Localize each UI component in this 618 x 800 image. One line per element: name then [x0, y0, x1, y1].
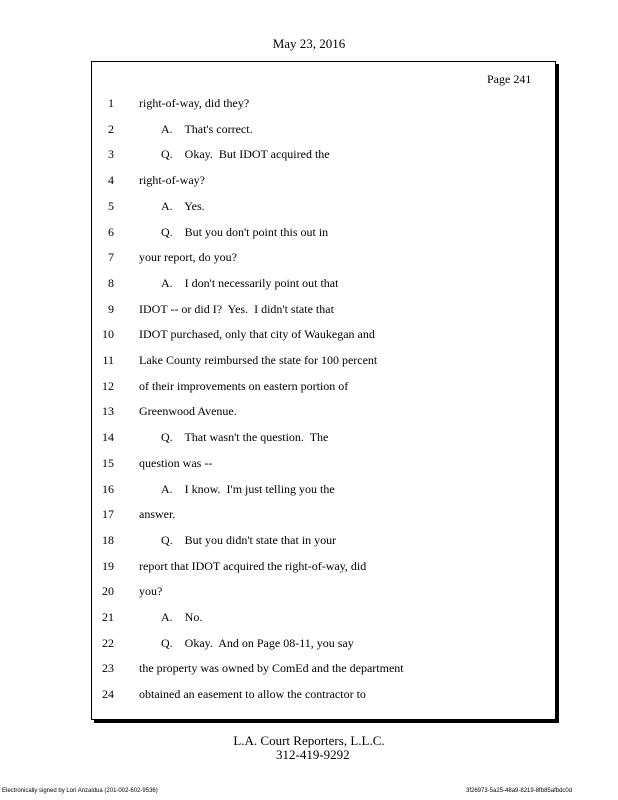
- line-text: obtained an easement to allow the contractor to: [139, 687, 366, 701]
- line-text: Q. Okay. And on Page 08-11, you say: [161, 636, 354, 650]
- line-text: question was --: [139, 456, 213, 470]
- line-number: 20: [102, 584, 114, 598]
- line-text: right-of-way?: [139, 173, 205, 187]
- line-text: Lake County reimbursed the state for 100 percent: [139, 353, 378, 367]
- line-text: A. No.: [161, 610, 203, 624]
- line-number: 15: [102, 456, 114, 470]
- line-text: of their improvements on eastern portion of: [139, 379, 349, 393]
- line-number: 12: [102, 379, 114, 393]
- line-number: 9: [108, 302, 114, 316]
- line-number: 4: [108, 173, 114, 187]
- line-number: 18: [102, 533, 114, 547]
- line-number: 24: [102, 687, 114, 701]
- line-text: IDOT -- or did I? Yes. I didn't state that: [139, 302, 334, 316]
- line-number: 6: [108, 225, 114, 239]
- line-text: A. I don't necessarily point out that: [161, 276, 339, 290]
- line-text: Greenwood Avenue.: [139, 404, 237, 418]
- signature-right: 3f26973-5a25-48a9-8219-8fb85afbdc0d: [466, 788, 573, 794]
- line-text: you?: [139, 584, 163, 598]
- line-number: 3: [108, 147, 114, 161]
- line-text: Q. But you didn't state that in your: [161, 533, 337, 547]
- line-text: Q. That wasn't the question. The: [161, 430, 329, 444]
- line-text: answer.: [139, 507, 176, 521]
- line-number: 11: [102, 353, 114, 367]
- line-number: 22: [102, 636, 114, 650]
- line-text: right-of-way, did they?: [139, 96, 250, 110]
- line-text: Q. But you don't point this out in: [161, 225, 329, 239]
- line-number: 14: [102, 430, 114, 444]
- line-number: 2: [108, 122, 114, 136]
- signature-left: Electronically signed by Lori Anzaldua (201-002-602-9536): [2, 788, 158, 794]
- line-text: A. I know. I'm just telling you the: [161, 482, 335, 496]
- line-text: report that IDOT acquired the right-of-way, did: [139, 559, 367, 573]
- page-date: May 23, 2016: [272, 36, 346, 51]
- line-number: 1: [108, 96, 114, 110]
- line-number: 19: [102, 559, 114, 573]
- line-number: 8: [108, 276, 114, 290]
- line-text: A. That's correct.: [161, 122, 253, 136]
- line-text: Q. Okay. But IDOT acquired the: [161, 147, 330, 161]
- line-text: IDOT purchased, only that city of Waukegan and: [139, 327, 375, 341]
- line-number: 23: [102, 661, 114, 675]
- footer-company: L.A. Court Reporters, L.L.C.: [233, 733, 385, 748]
- line-number: 17: [102, 507, 114, 521]
- line-number: 10: [102, 327, 114, 341]
- line-number: 13: [102, 404, 114, 418]
- page-number: Page 241: [487, 72, 532, 86]
- line-number: 7: [108, 250, 114, 264]
- line-number: 21: [102, 610, 114, 624]
- line-text: your report, do you?: [139, 250, 237, 264]
- line-text: the property was owned by ComEd and the department: [139, 661, 404, 675]
- line-number: 16: [102, 482, 114, 496]
- line-number: 5: [108, 199, 114, 213]
- footer-phone: 312-419-9292: [276, 747, 350, 762]
- line-text: A. Yes.: [161, 199, 205, 213]
